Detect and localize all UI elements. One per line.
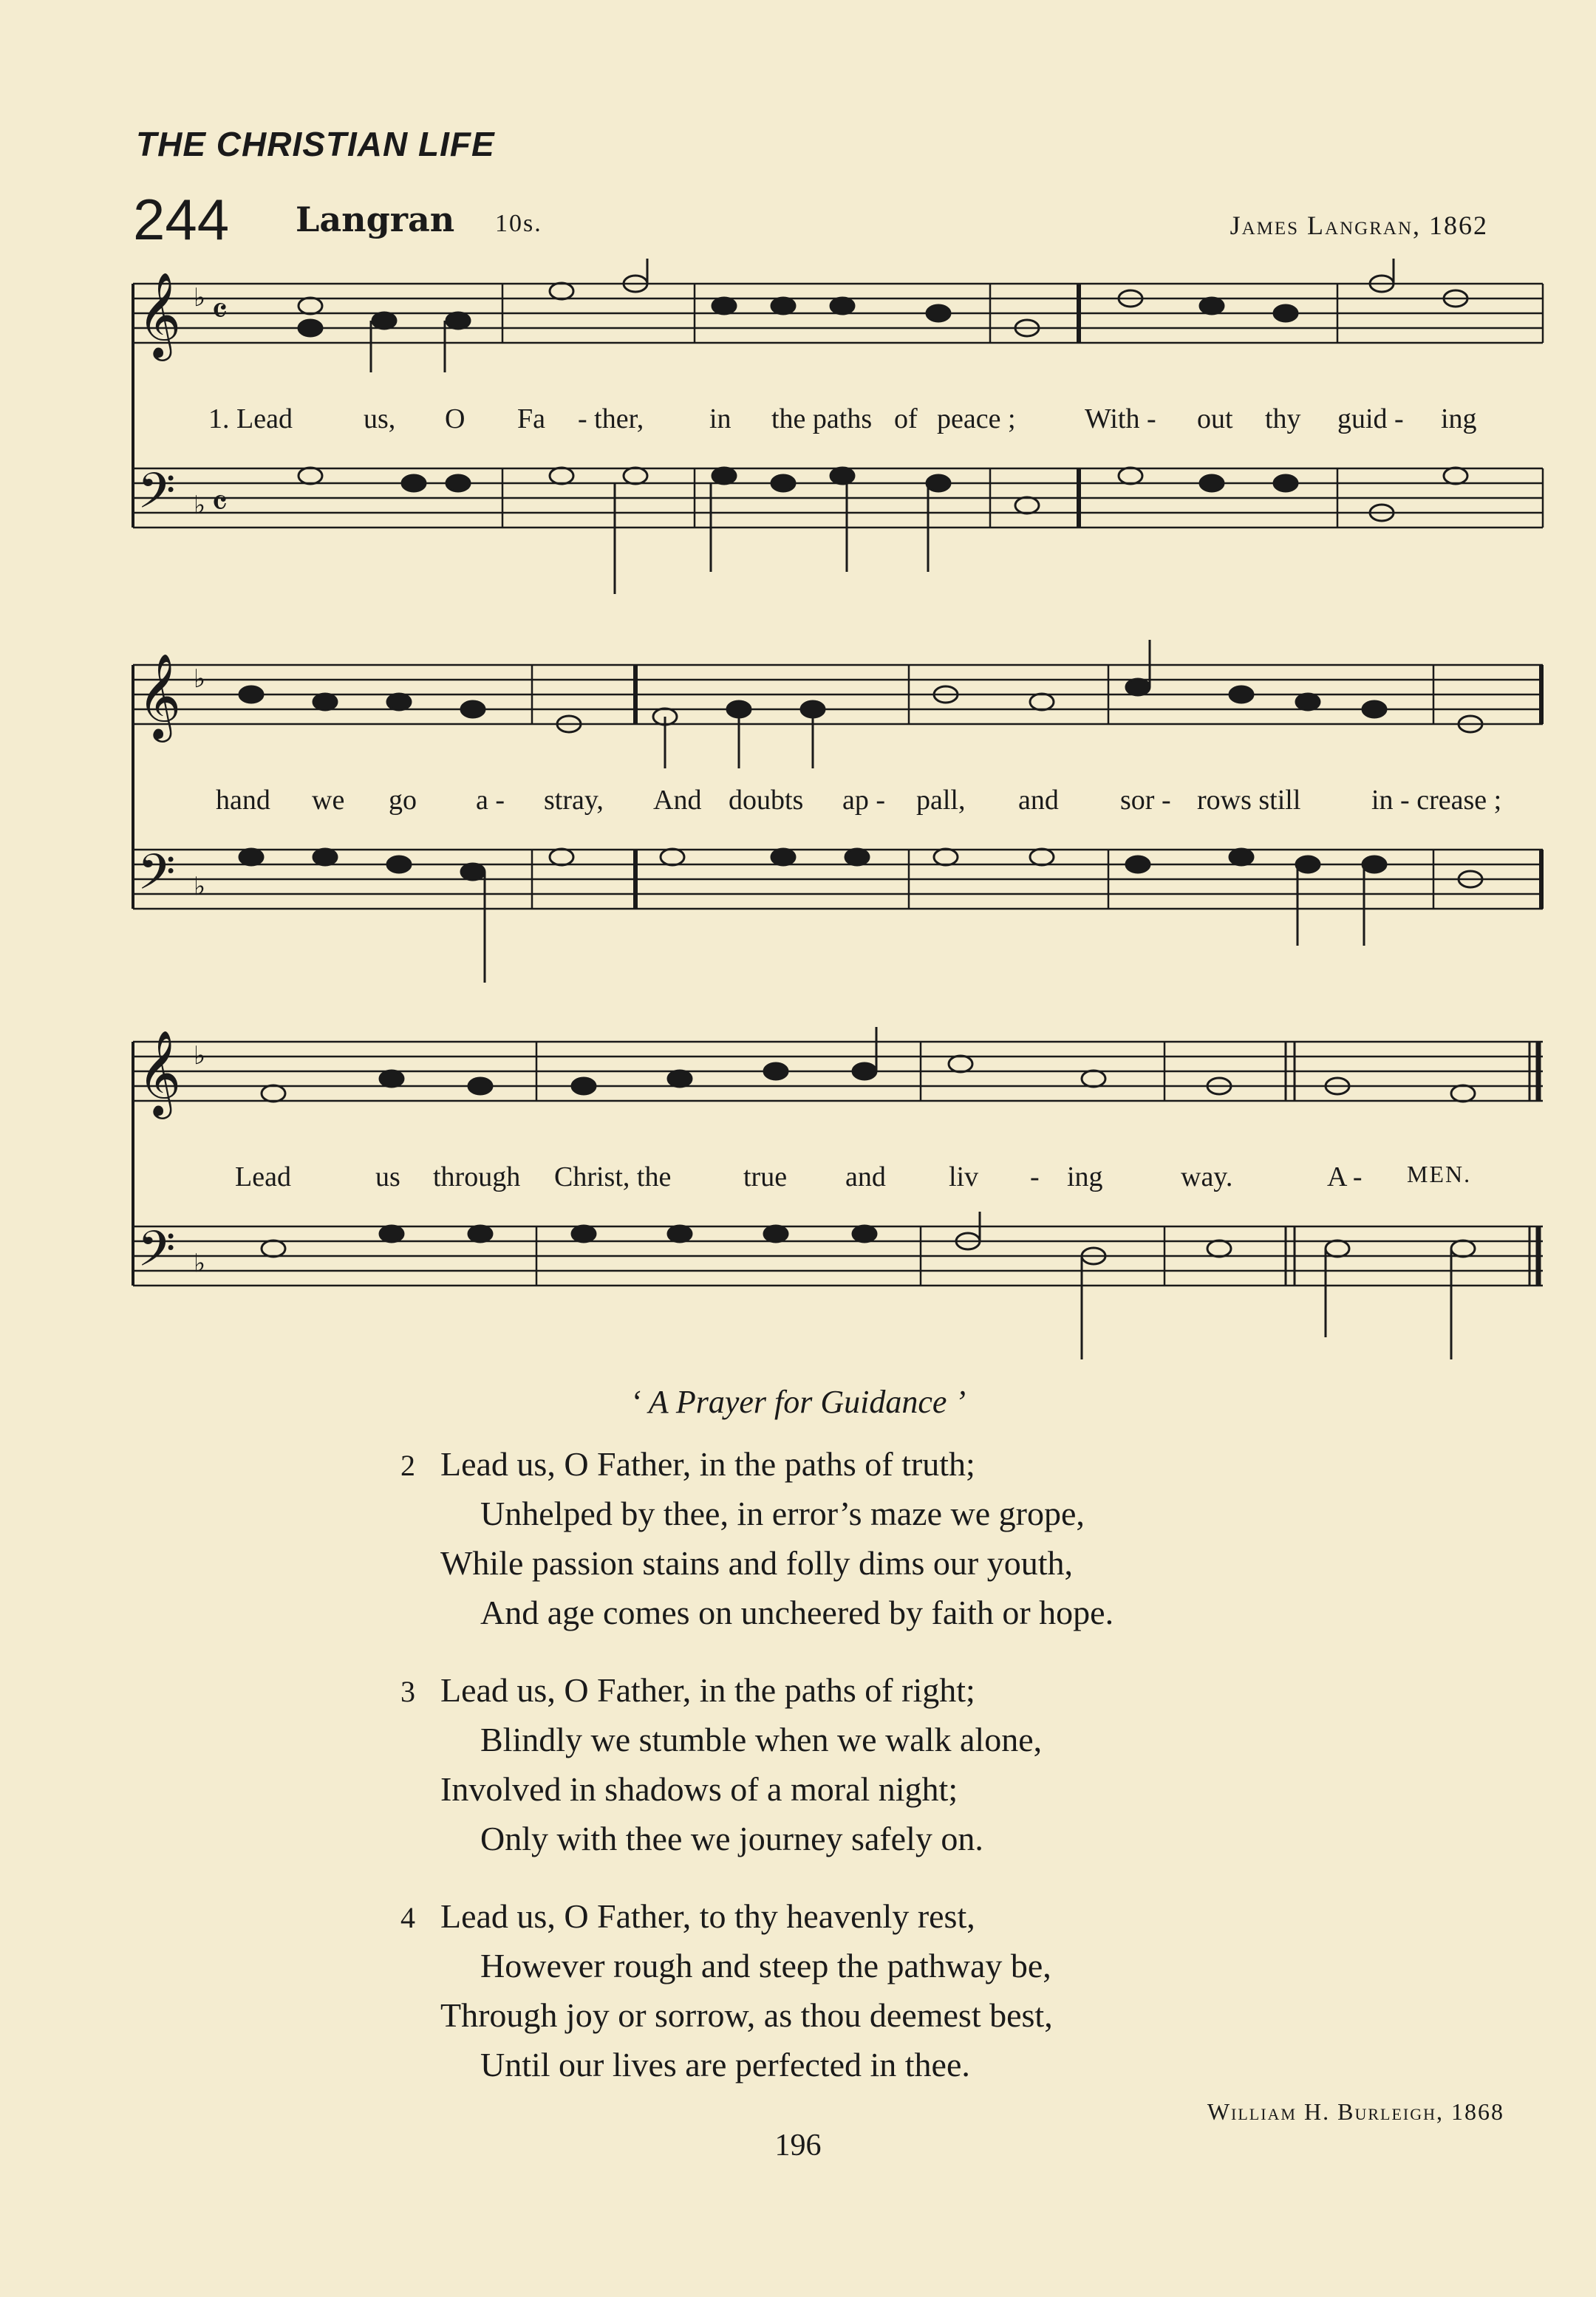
svg-text:𝄞: 𝄞 bbox=[137, 652, 182, 739]
svg-text:♭: ♭ bbox=[194, 664, 206, 694]
music-system-2 bbox=[0, 640, 1596, 987]
lyric: And bbox=[653, 785, 702, 816]
stanza bbox=[400, 1891, 1114, 2089]
verse-line: Until our lives are perfected in thee. bbox=[480, 2046, 970, 2083]
svg-text:♭: ♭ bbox=[194, 491, 206, 520]
svg-text:𝄞: 𝄞 bbox=[137, 271, 182, 358]
verse-line: However rough and steep the pathway be, bbox=[480, 1947, 1051, 1984]
lyric: doubts bbox=[729, 785, 804, 816]
verse-line: Lead us, O Father, in the paths of right; bbox=[440, 1671, 975, 1709]
tune-name: Langran bbox=[296, 199, 455, 239]
lyric: of bbox=[894, 403, 918, 434]
lyric: and bbox=[1018, 785, 1059, 816]
lyric: ing bbox=[1067, 1161, 1103, 1192]
lyric: and bbox=[845, 1161, 886, 1192]
lyric: ing bbox=[1441, 403, 1477, 434]
lyric: hand bbox=[216, 785, 270, 816]
lyric: through bbox=[433, 1161, 521, 1192]
lyric: the paths bbox=[771, 403, 873, 434]
score-svg-3 bbox=[0, 1017, 1596, 1371]
verse-line: And age comes on uncheered by faith or hope. bbox=[480, 1594, 1114, 1631]
lyric: With - bbox=[1085, 403, 1156, 434]
lyric: - ther, bbox=[578, 403, 644, 434]
lyric: a - bbox=[476, 785, 505, 816]
stanza-number: 3 bbox=[400, 1675, 415, 1708]
lyric: way. bbox=[1181, 1161, 1233, 1192]
svg-text:♭: ♭ bbox=[194, 1041, 206, 1071]
music-system-1 bbox=[0, 259, 1596, 606]
verse-line: Lead us, O Father, to thy heavenly rest, bbox=[440, 1897, 975, 1935]
lyric: Lead bbox=[235, 1161, 291, 1192]
lyric: Fa bbox=[517, 403, 545, 434]
lyric: out bbox=[1197, 403, 1233, 434]
lyric: MEN. bbox=[1407, 1161, 1472, 1187]
verse-line: Involved in shadows of a moral night; bbox=[440, 1770, 958, 1808]
svg-text:♭: ♭ bbox=[194, 283, 206, 313]
lyric: thy bbox=[1265, 403, 1301, 434]
svg-text:𝄴: 𝄴 bbox=[211, 290, 228, 332]
verses bbox=[400, 1439, 1114, 2117]
svg-text:𝄴: 𝄴 bbox=[211, 482, 228, 525]
lyric: in - crease ; bbox=[1371, 785, 1502, 816]
stanza bbox=[400, 1439, 1114, 1637]
lyric: stray, bbox=[544, 785, 604, 816]
svg-text:𝄢: 𝄢 bbox=[137, 844, 176, 912]
composer: James Langran, 1862 bbox=[1230, 211, 1488, 240]
section-title: THE CHRISTIAN LIFE bbox=[136, 125, 495, 163]
lyric: go bbox=[389, 785, 417, 816]
lyric: in bbox=[709, 403, 732, 434]
svg-text:♭: ♭ bbox=[194, 1249, 206, 1278]
lyric: 1. Lead bbox=[208, 403, 293, 434]
lyric: rows still bbox=[1197, 785, 1301, 816]
stanza bbox=[400, 1665, 1114, 1863]
lyric: - bbox=[1030, 1161, 1040, 1192]
svg-text:♭: ♭ bbox=[194, 872, 206, 901]
verse-line: Through joy or sorrow, as thou deemest best, bbox=[440, 1996, 1053, 2034]
verse-line: Unhelped by thee, in error’s maze we grope, bbox=[480, 1495, 1085, 1532]
verse-line: Blindly we stumble when we walk alone, bbox=[480, 1721, 1043, 1758]
lyric: liv bbox=[949, 1161, 979, 1192]
verse-line: While passion stains and folly dims our youth, bbox=[440, 1544, 1074, 1582]
lyric: Christ, the bbox=[554, 1161, 672, 1192]
author-attribution: William H. Burleigh, 1868 bbox=[1207, 2098, 1504, 2125]
lyric: guid - bbox=[1337, 403, 1404, 434]
lyric: sor - bbox=[1120, 785, 1171, 816]
lyric: A - bbox=[1327, 1161, 1363, 1192]
lyric: we bbox=[312, 785, 345, 816]
lyric: O bbox=[445, 403, 466, 434]
lyric: true bbox=[743, 1161, 788, 1192]
lyric: us bbox=[375, 1161, 400, 1192]
hymn-caption: ‘ A Prayer for Guidance ’ bbox=[630, 1384, 966, 1420]
lyric: ap - bbox=[842, 785, 886, 816]
stanza-number: 4 bbox=[400, 1901, 415, 1934]
verse-line: Lead us, O Father, in the paths of truth; bbox=[440, 1445, 975, 1483]
lyric: pall, bbox=[916, 785, 966, 816]
page-number: 196 bbox=[774, 2129, 822, 2163]
lyric: peace ; bbox=[937, 403, 1016, 434]
svg-text:𝄞: 𝄞 bbox=[137, 1029, 182, 1116]
hymn-number: 244 bbox=[133, 187, 230, 252]
lyric: us, bbox=[364, 403, 396, 434]
stanza-number: 2 bbox=[400, 1449, 415, 1482]
music-system-3 bbox=[0, 1017, 1596, 1371]
svg-text:𝄢: 𝄢 bbox=[137, 463, 176, 531]
meter: 10s. bbox=[495, 210, 542, 237]
verse-line: Only with thee we journey safely on. bbox=[480, 1820, 983, 1857]
svg-text:𝄢: 𝄢 bbox=[137, 1221, 176, 1289]
